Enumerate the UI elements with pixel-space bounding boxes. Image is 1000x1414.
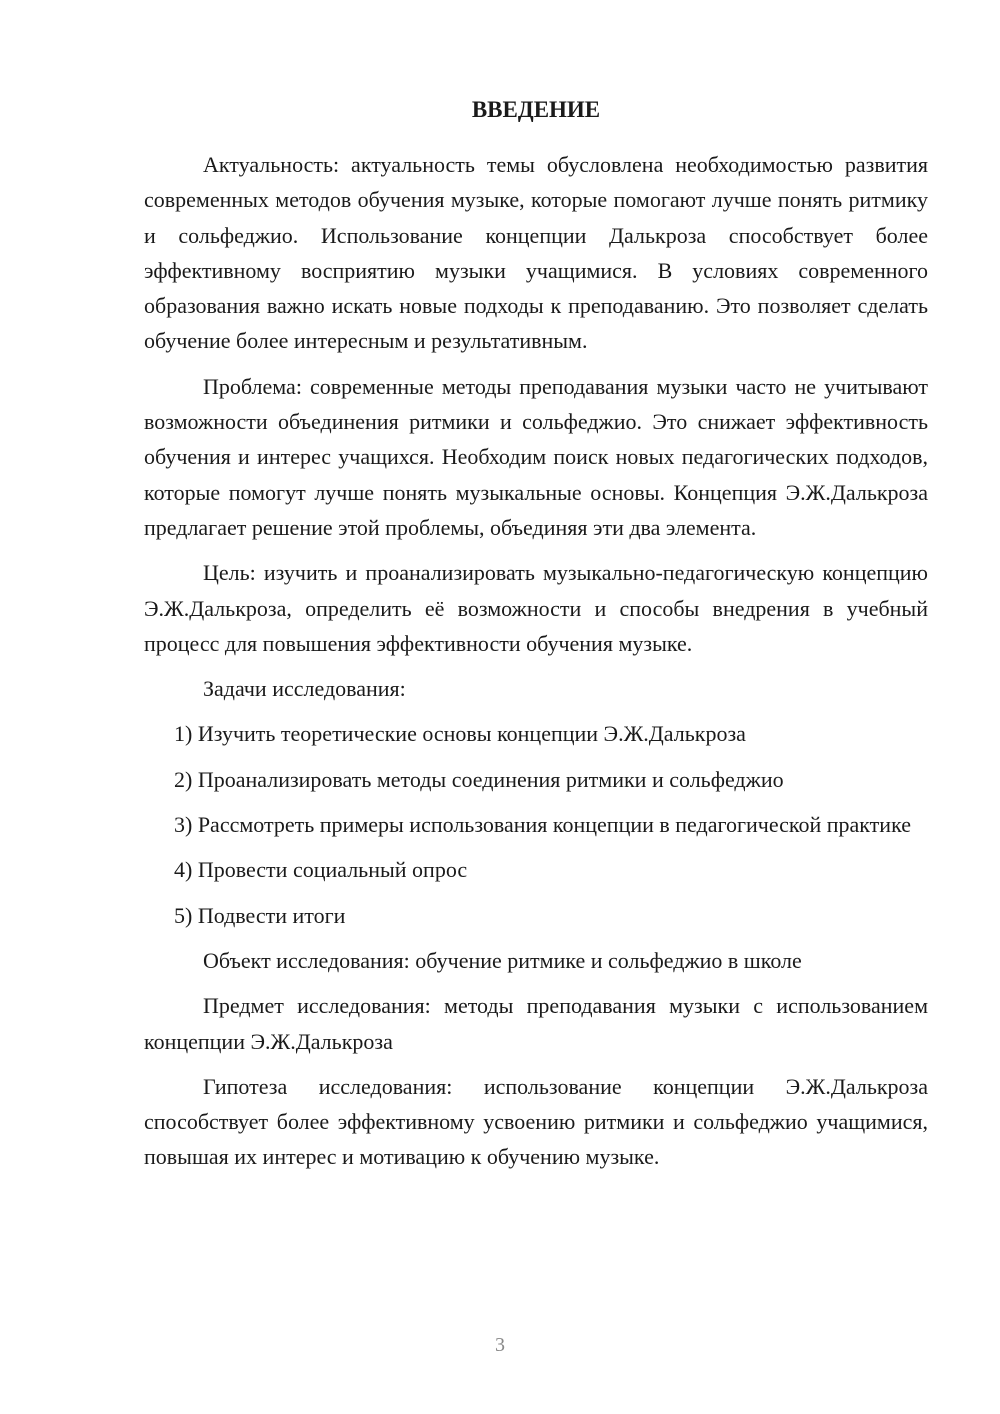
paragraph-relevance: Актуальность: актуальность темы обусловлена необходимостью развития современных методов обучения музыке, которые помогают лучше понять ритмику и сольфеджио. Использование концепции Далькроза способствует более эффективному восприятию музыки учащимися. В условиях современного образования важно искать новые подходы к преподаванию. Это позволяет сделать обучение более интересным и результативным. (144, 152, 928, 354)
page-number: 3 (495, 1334, 505, 1356)
task-item-4: 4) Провести социальный опрос (174, 857, 468, 883)
paragraph-goal: Цель: изучить и проанализировать музыкально-педагогическую концепцию Э.Ж.Далькроза, определить её возможности и способы внедрения в учебный процесс для повышения эффективности обучения музыке. (144, 560, 928, 656)
task-item-5: 5) Подвести итоги (174, 902, 346, 928)
paragraph-subject: Предмет исследования: методы преподавания музыки с использованием концепции Э.Ж.Далькроза (144, 993, 928, 1054)
task-item-1: 1) Изучить теоретические основы концепции Э.Ж.Далькроза (174, 721, 746, 747)
paragraph-problem: Проблема: современные методы преподавания музыки часто не учитывают возможности объединения ритмики и сольфеджио. Это снижает эффективность обучения и интерес учащихся. Необходим поиск новых педагогических подходов, которые помогут лучше понять музыкальные основы. Концепция Э.Ж.Далькроза предлагает решение этой проблемы, объединяя эти два элемента. (144, 373, 928, 540)
document-page (144, 92, 928, 1175)
tasks-title: Задачи исследования: (203, 676, 406, 702)
paragraph-hypothesis: Гипотеза исследования: использование концепции Э.Ж.Далькроза способствует более эффективному усвоению ритмики и сольфеджио учащимися, повышая их интерес и мотивацию к обучению музыке. (144, 1073, 928, 1170)
paragraph-object: Объект исследования: обучение ритмике и сольфеджио в школе (203, 947, 802, 973)
task-item-2: 2) Проанализировать методы соединения ритмики и сольфеджио (174, 766, 784, 792)
task-item-3: 3) Рассмотреть примеры использования концепции в педагогической практике (174, 812, 911, 838)
section-heading: ВВЕДЕНИЕ (471, 97, 601, 122)
